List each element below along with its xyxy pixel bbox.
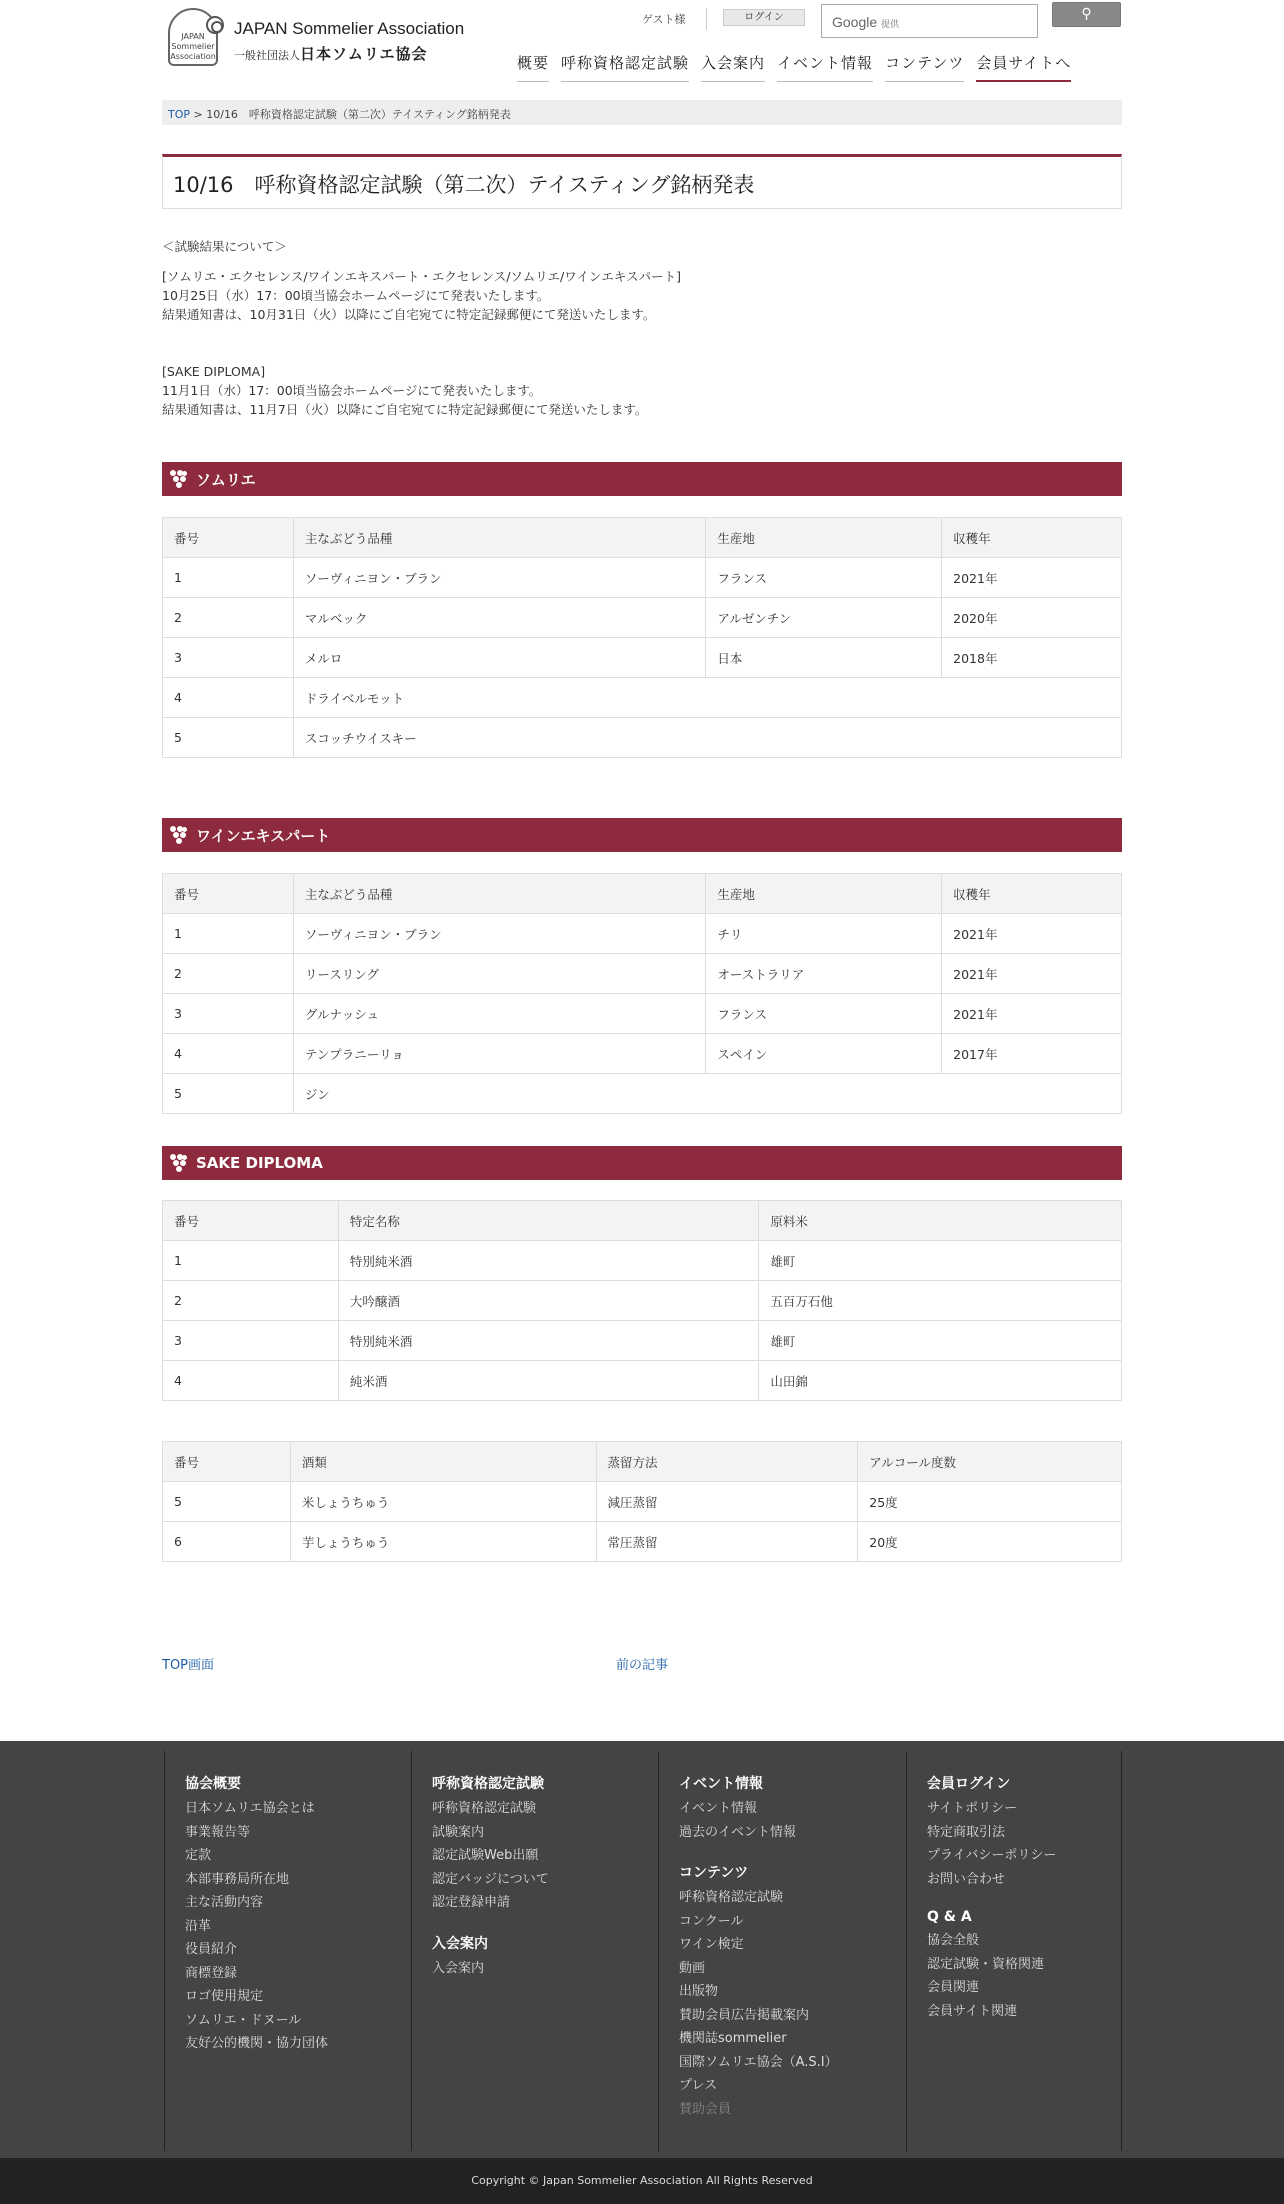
cell-vintage: 2021年	[942, 558, 1122, 598]
cell-rice: 雄町	[759, 1241, 1122, 1281]
header-cell: 酒類	[290, 1442, 596, 1482]
cell-number: 1	[163, 914, 294, 954]
intro-line: 結果通知書は、10月31日（火）以降にご自宅宛てに特定記録郵便にて発送いたします。	[162, 307, 656, 322]
site-footer	[0, 1741, 1284, 2158]
header-cell: 番号	[163, 874, 294, 914]
intro-text	[162, 237, 1122, 419]
logo-ring-icon	[206, 16, 224, 34]
cell-number: 4	[163, 1361, 339, 1401]
table-header-row	[163, 518, 1122, 558]
footer-link[interactable]: 機関誌sommelier	[679, 2031, 787, 2046]
cell-distillation: 常圧蒸留	[596, 1522, 858, 1562]
cell-number: 4	[163, 678, 294, 718]
nav-item-overview[interactable]: 概要	[517, 52, 549, 82]
table-row	[163, 1034, 1122, 1074]
footer-link[interactable]: サイトポリシー	[927, 1801, 1018, 1816]
header-cell: 蒸留方法	[596, 1442, 858, 1482]
footer-link[interactable]: 呼称資格認定試験	[432, 1801, 537, 1816]
footer-link[interactable]: 協会全般	[927, 1933, 980, 1948]
cell-region: オーストラリア	[706, 954, 942, 994]
table-row	[163, 1522, 1122, 1562]
footer-link[interactable]: 賛助会員	[679, 2101, 732, 2117]
header-cell: 収穫年	[942, 518, 1122, 558]
breadcrumb-separator: >	[190, 108, 207, 121]
intro-line: 11月1日（水）17：00頃当協会ホームページにて発表いたします。	[162, 383, 542, 398]
cell-rice: 山田錦	[759, 1361, 1122, 1401]
site-logo[interactable]	[168, 6, 468, 72]
cell-variety: テンプラニーリョ	[293, 1034, 706, 1074]
search-brand: Google	[832, 14, 878, 30]
cell-type: 特別純米酒	[338, 1241, 759, 1281]
table-row	[163, 638, 1122, 678]
section-heading-sommelier	[162, 462, 1122, 496]
cell-number: 5	[163, 1482, 291, 1522]
footer-link[interactable]: 会員関連	[927, 1980, 980, 1995]
breadcrumb-current: 10/16 呼称資格認定試験（第二次）テイスティング銘柄発表	[206, 108, 511, 121]
cell-liquor: 芋しょうちゅう	[290, 1522, 596, 1562]
cell-type: 純米酒	[338, 1361, 759, 1401]
cell-variety: ジン	[293, 1074, 1121, 1114]
footer-column-member	[906, 1751, 1122, 2151]
wine-expert-table	[162, 873, 1122, 1114]
footer-link[interactable]: 本部事務局所在地	[185, 1871, 290, 1887]
footer-link[interactable]: 認定試験・資格関連	[927, 1956, 1045, 1972]
cell-abv: 20度	[858, 1522, 1122, 1562]
cell-number: 3	[163, 638, 294, 678]
previous-article-link[interactable]: 前の記事	[616, 1658, 669, 1673]
table-row	[163, 1361, 1122, 1401]
footer-link[interactable]: 入会案内	[432, 1960, 485, 1976]
footer-link[interactable]: ソムリエ・ドヌール	[185, 2012, 302, 2028]
nav-item-certification[interactable]: 呼称資格認定試験	[561, 52, 689, 82]
cell-variety: グルナッシュ	[293, 994, 706, 1034]
sake-table-1	[162, 1200, 1122, 1401]
search-input[interactable]	[821, 4, 1038, 38]
table-row	[163, 914, 1122, 954]
section-title: SAKE DIPLOMA	[196, 1154, 323, 1172]
cell-number: 2	[163, 954, 294, 994]
cell-number: 3	[163, 994, 294, 1034]
footer-link[interactable]: 沿革	[185, 1918, 212, 1934]
footer-link[interactable]: イベント情報	[679, 1801, 758, 1816]
footer-heading[interactable]: 呼称資格認定試験	[432, 1776, 544, 1792]
cell-number: 2	[163, 598, 294, 638]
search-brand-suffix: 提供	[881, 19, 900, 29]
table-row	[163, 994, 1122, 1034]
cell-vintage: 2017年	[942, 1034, 1122, 1074]
footer-link[interactable]: ロゴ使用規定	[185, 1989, 264, 2004]
footer-column-about	[164, 1751, 411, 2151]
table-row	[163, 1241, 1122, 1281]
intro-line: 10月25日（水）17：00頃当協会ホームページにて発表いたします。	[162, 288, 550, 303]
footer-link[interactable]: 認定試験Web出願	[432, 1848, 539, 1863]
grape-icon	[170, 826, 188, 844]
cell-number: 2	[163, 1281, 339, 1321]
logo-japanese: 一般社団法人日本ソムリエ協会	[234, 45, 428, 63]
top-page-link[interactable]: TOP画面	[162, 1658, 215, 1673]
section-heading-sake-diploma	[162, 1146, 1122, 1180]
footer-link[interactable]: 事業報告等	[185, 1824, 251, 1840]
footer-link[interactable]: 呼称資格認定試験	[679, 1890, 784, 1905]
cell-region: アルゼンチン	[706, 598, 942, 638]
page-title: 10/16 呼称資格認定試験（第二次）テイスティング銘柄発表	[162, 154, 1122, 209]
cell-vintage: 2018年	[942, 638, 1122, 678]
cell-number: 1	[163, 558, 294, 598]
logo-english: JAPAN Sommelier Association	[234, 19, 465, 38]
header-divider	[706, 8, 707, 30]
footer-link[interactable]: 友好公的機関・協力団体	[185, 2036, 329, 2051]
header-cell: 番号	[163, 1201, 339, 1241]
cell-liquor: 米しょうちゅう	[290, 1482, 596, 1522]
login-button[interactable]: ログイン	[723, 9, 805, 26]
footer-link[interactable]: 役員紹介	[185, 1942, 238, 1957]
cell-region: フランス	[706, 558, 942, 598]
cell-variety: メルロ	[293, 638, 706, 678]
cell-number: 4	[163, 1034, 294, 1074]
cell-variety: ドライベルモット	[293, 678, 1121, 718]
section-title: ワインエキスパート	[196, 826, 331, 845]
logo-mark: JAPAN Sommelier Association	[168, 8, 218, 66]
cell-variety: ソーヴィニヨン・ブラン	[293, 558, 706, 598]
cell-number: 1	[163, 1241, 339, 1281]
footer-link[interactable]: 特定商取引法	[927, 1824, 1006, 1840]
grape-icon	[170, 1154, 188, 1172]
header-cell: 収穫年	[942, 874, 1122, 914]
intro-heading: ＜試験結果について＞	[162, 239, 287, 254]
cell-vintage: 2021年	[942, 994, 1122, 1034]
table-header-row	[163, 1201, 1122, 1241]
footer-heading[interactable]: 入会案内	[432, 1935, 488, 1952]
table-row	[163, 598, 1122, 638]
footer-link[interactable]: 定款	[185, 1848, 212, 1863]
footer-link[interactable]: 認定登録申請	[432, 1895, 511, 1910]
intro-line: 結果通知書は、11月7日（火）以降にご自宅宛てに特定記録郵便にて発送いたします。	[162, 402, 648, 417]
cell-number: 3	[163, 1321, 339, 1361]
cell-region: チリ	[706, 914, 942, 954]
cell-rice: 雄町	[759, 1321, 1122, 1361]
cell-region: スペイン	[706, 1034, 942, 1074]
table-row	[163, 954, 1122, 994]
footer-heading[interactable]: コンテンツ	[679, 1865, 749, 1881]
section-heading-wine-expert	[162, 818, 1122, 852]
cell-number: 6	[163, 1522, 291, 1562]
breadcrumb-top-link[interactable]: TOP	[168, 108, 191, 121]
guest-label: ゲスト様	[642, 13, 686, 26]
footer-heading[interactable]: 会員ログイン	[927, 1776, 1011, 1792]
footer-link[interactable]: 商標登録	[185, 1965, 238, 1981]
search-button[interactable]	[1052, 2, 1121, 27]
cell-region: 日本	[706, 638, 942, 678]
footer-link[interactable]: 主な活動内容	[185, 1895, 264, 1910]
footer-heading[interactable]: イベント情報	[679, 1776, 763, 1792]
nav-item-contents[interactable]: コンテンツ	[885, 52, 964, 82]
cell-number: 5	[163, 718, 294, 758]
footer-heading[interactable]: Q & A	[927, 1909, 972, 1925]
footer-link[interactable]: 出版物	[679, 1984, 719, 1999]
footer-column-events	[658, 1751, 906, 2151]
cell-abv: 25度	[858, 1482, 1122, 1522]
footer-link[interactable]: プレス	[679, 2078, 718, 2093]
cell-type: 特別純米酒	[338, 1321, 759, 1361]
sake-table-2	[162, 1441, 1122, 1562]
cell-variety: スコッチウイスキー	[293, 718, 1121, 758]
cell-vintage: 2020年	[942, 598, 1122, 638]
table-row	[163, 1321, 1122, 1361]
table-row	[163, 718, 1122, 758]
cell-variety: ソーヴィニヨン・ブラン	[293, 914, 706, 954]
header-cell: アルコール度数	[858, 1442, 1122, 1482]
footer-link[interactable]: 賛助会員広告掲載案内	[679, 2007, 810, 2023]
nav-item-events[interactable]: イベント情報	[777, 52, 873, 82]
cell-rice: 五百万石他	[759, 1281, 1122, 1321]
table-row	[163, 1482, 1122, 1522]
table-row	[163, 558, 1122, 598]
breadcrumb	[162, 100, 1122, 125]
cell-distillation: 減圧蒸留	[596, 1482, 858, 1522]
footer-heading[interactable]: 協会概要	[185, 1776, 241, 1792]
footer-column-certification	[411, 1751, 658, 2151]
nav-item-member-site[interactable]: 会員サイトへ	[976, 52, 1071, 82]
header-cell: 主なぶどう品種	[293, 518, 706, 558]
footer-link[interactable]: 国際ソムリエ協会（A.S.I）	[679, 2054, 838, 2070]
footer-link[interactable]: ワイン検定	[679, 1937, 744, 1952]
table-row	[163, 1074, 1122, 1114]
header-cell: 原料米	[759, 1201, 1122, 1241]
cell-type: 大吟醸酒	[338, 1281, 759, 1321]
cell-variety: マルベック	[293, 598, 706, 638]
grape-icon	[170, 470, 188, 488]
footer-link[interactable]: 動画	[679, 1960, 706, 1976]
table-header-row	[163, 1442, 1122, 1482]
header-cell: 生産地	[706, 518, 942, 558]
header-cell: 生産地	[706, 874, 942, 914]
intro-line: [SAKE DIPLOMA]	[162, 364, 266, 379]
global-nav	[517, 52, 1071, 82]
nav-item-membership[interactable]: 入会案内	[701, 52, 765, 82]
footer-link[interactable]: 過去のイベント情報	[679, 1824, 797, 1840]
copyright: Copyright © Japan Sommelier Association All Rights Reserved	[0, 2158, 1284, 2204]
footer-link[interactable]: お問い合わせ	[927, 1871, 1006, 1887]
table-header-row	[163, 874, 1122, 914]
cell-vintage: 2021年	[942, 914, 1122, 954]
header-cell: 番号	[163, 518, 294, 558]
section-title: ソムリエ	[196, 470, 256, 489]
cell-number: 5	[163, 1074, 294, 1114]
cell-region: フランス	[706, 994, 942, 1034]
cell-vintage: 2021年	[942, 954, 1122, 994]
intro-line: [ソムリエ・エクセレンス/ワインエキスパート・エクセレンス/ソムリエ/ワインエキスパート]	[162, 269, 682, 284]
header-cell: 特定名称	[338, 1201, 759, 1241]
table-row	[163, 678, 1122, 718]
footer-link[interactable]: プライバシーポリシー	[927, 1848, 1057, 1863]
footer-link[interactable]: コンクール	[679, 1913, 744, 1929]
footer-link[interactable]: 日本ソムリエ協会とは	[185, 1801, 315, 1816]
search-icon: ⚲	[1081, 6, 1092, 22]
footer-link[interactable]: 認定バッジについて	[432, 1871, 549, 1887]
footer-link[interactable]: 会員サイト関連	[927, 2003, 1018, 2019]
header-cell: 主なぶどう品種	[293, 874, 706, 914]
header-cell: 番号	[163, 1442, 291, 1482]
sommelier-table	[162, 517, 1122, 758]
footer-link[interactable]: 試験案内	[432, 1824, 485, 1840]
table-row	[163, 1281, 1122, 1321]
cell-variety: リースリング	[293, 954, 706, 994]
